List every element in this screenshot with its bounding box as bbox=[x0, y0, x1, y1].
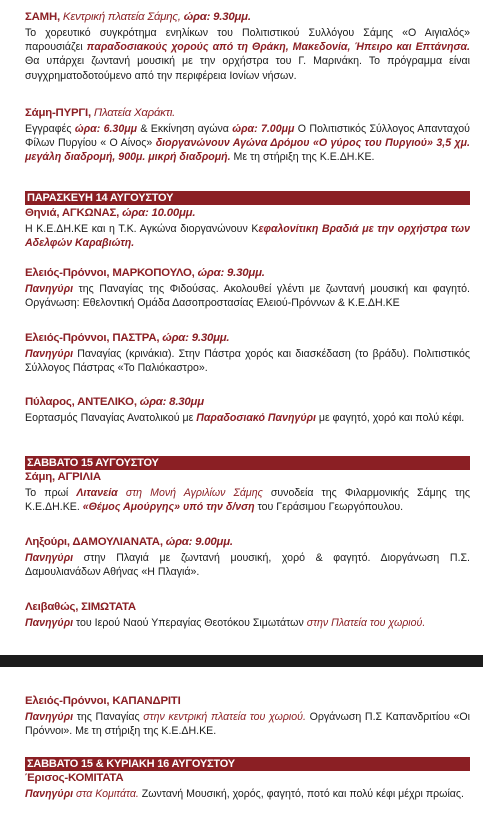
event-kapandriti bbox=[25, 694, 470, 738]
event-damoulianata bbox=[25, 535, 470, 579]
event-place: ΣΑΜΗ, bbox=[25, 11, 60, 23]
event-place: Ληξούρι, ΔΑΜΟΥΛΙΑΝΑΤΑ, bbox=[25, 536, 163, 548]
event-description: Πανηγύρι της Παναγίας της Φιδούσας. Ακολουθεί γλέντι με ζωντανή μουσική και φαγητό. Οργάνωση: Εθελοντική Ομάδα Δασοπροστασίας Ελειού-Πρόννων & Κ.Ε.ΔΗ.ΚΕ bbox=[25, 282, 470, 309]
event-heading bbox=[25, 10, 470, 26]
event-place: Έρισος-ΚΟΜΙΤΑΤΑ bbox=[25, 772, 124, 784]
event-heading bbox=[25, 266, 470, 282]
event-heading bbox=[25, 470, 470, 486]
event-simotata bbox=[25, 600, 470, 630]
event-description: Πανηγύρι του Ιερού Ναού Υπεραγίας Θεοτόκου Σιμωτάτων στην Πλατεία του χωριού. bbox=[25, 616, 426, 629]
event-time: ώρα: 8.30μμ bbox=[136, 396, 204, 408]
event-place: Ελειός-Πρόννοι, ΚΑΠΑΝΔΡΙΤΙ bbox=[25, 695, 181, 707]
event-samh bbox=[25, 10, 470, 83]
event-time: ώρα: 9.00μμ. bbox=[162, 536, 233, 548]
event-heading bbox=[25, 206, 470, 222]
event-time: ώρα: 9.30μμ. bbox=[159, 332, 230, 344]
date-bar-friday: ΠΑΡΑΣΚΕΥΗ 14 ΑΥΓΟΥΣΤΟΥ bbox=[25, 191, 470, 205]
event-description: Πανηγύρι της Παναγίας στην κεντρική πλατεία του χωριού. Οργάνωση Π.Σ Καπανδριτίου «Οι Πρόννοι». Με τη στήριξη της Κ.Ε.ΔΗ.ΚΕ. bbox=[25, 710, 471, 737]
event-time: ώρα: 10.00μμ. bbox=[119, 207, 196, 219]
event-pastra bbox=[25, 331, 470, 375]
event-pyrgi bbox=[25, 106, 470, 165]
event-place: Λειβαθώς, ΣΙΜΩΤΑΤΑ bbox=[25, 601, 136, 613]
event-markopoulo bbox=[25, 266, 470, 310]
event-description: Πανηγύρι Παναγίας (κρινάκια). Στην Πάστρα χορός και διασκέδαση (το βράδυ). Πολιτιστικός Σύλλογος Πάστρας «Το Παλιόκαστρο». bbox=[25, 347, 470, 374]
event-heading bbox=[25, 600, 470, 616]
event-anteliko bbox=[25, 395, 470, 425]
event-place: Σάμη-ΠΥΡΓΙ, bbox=[25, 107, 91, 119]
event-venue: Πλατεία Χαράκτι. bbox=[90, 107, 176, 119]
section-divider bbox=[0, 655, 483, 667]
event-time: ώρα: 9.30μμ. bbox=[194, 267, 265, 279]
event-venue: Κεντρική πλατεία Σάμης, bbox=[59, 11, 181, 23]
event-thinia bbox=[25, 206, 470, 250]
event-description: Εγγραφές ώρα: 6.30μμ & Εκκίνηση αγώνα ώρα: 7.00μμ Ο Πολιτιστικός Σύλλογος Απανταχού Φίλων Πυργίου « Ο Αίνος» διοργανώνουν Αγώνα Δρόμου «Ο γύρος του Πυργιού» 3,5 χμ. μεγάλη διαδρομή, 900μ. μικρή διαδρομή. Με τη στήριξη της Κ.Ε.ΔΗ.ΚΕ. bbox=[25, 122, 470, 164]
event-description: Πανηγύρι στα Κομιτάτα. Ζωντανή Μουσική, χορός, φαγητό, ποτό και πολύ κέφι μέχρι πρωίας. bbox=[25, 787, 464, 800]
event-place: Ελειός-Πρόννοι, ΜΑΡΚΟΠΟΥΛΟ, bbox=[25, 267, 195, 279]
event-komitata bbox=[25, 771, 470, 801]
event-time: ώρα: 9.30μμ. bbox=[180, 11, 251, 23]
event-description: Πανηγύρι στην Πλαγιά με ζωντανή μουσική, χορό & φαγητό. Διοργάνωση Π.Σ. Δαμουλιανάδων Αθήνας «Η Πλαγιά». bbox=[25, 551, 470, 578]
event-heading bbox=[25, 535, 470, 551]
event-place: Θηνιά, ΑΓΚΩΝΑΣ, bbox=[25, 207, 120, 219]
event-place: Σάμη, ΑΓΡΙΛΙΑ bbox=[25, 471, 101, 483]
event-heading bbox=[25, 395, 470, 411]
event-heading bbox=[25, 771, 470, 787]
event-description: Η Κ.Ε.ΔΗ.ΚΕ και η Τ.Κ. Αγκώνα διοργανώνουν Κεφαλονίτικη Βραδιά με την ορχήστρα των Αδελφών Καραβιώτη. bbox=[25, 222, 470, 249]
event-place: Πύλαρος, ΑΝΤΕΛΙΚΟ, bbox=[25, 396, 137, 408]
event-place: Ελειός-Πρόννοι, ΠΑΣΤΡΑ, bbox=[25, 332, 160, 344]
event-heading bbox=[25, 106, 470, 122]
event-heading bbox=[25, 694, 470, 710]
event-description: Εορτασμός Παναγίας Ανατολικού με Παραδοσιακό Πανηγύρι με φαγητό, χορό και πολύ κέφι. bbox=[25, 411, 465, 424]
event-description: Το πρωί Λιτανεία στη Μονή Αγριλίων Σάμης συνοδεία της Φιλαρμονικής Σάμης της Κ.Ε.ΔΗ.ΚΕ. «Θέμος Αμούργης» υπό την δ/νση του Γεράσιμου Γεωργόπουλου. bbox=[25, 486, 470, 513]
event-heading bbox=[25, 331, 470, 347]
date-bar-saturday: ΣΑΒΒΑΤΟ 15 ΑΥΓΟΥΣΤΟΥ bbox=[25, 456, 470, 470]
event-agrilia bbox=[25, 470, 470, 514]
date-bar-weekend: ΣΑΒΒΑΤΟ 15 & ΚΥΡΙΑΚΗ 16 ΑΥΓΟΥΣΤΟΥ bbox=[25, 757, 470, 771]
event-description: Το χορευτικό συγκρότημα ενηλίκων του Πολιτιστικού Συλλόγου Σάμης «Ο Αιγιαλός» παρουσιάζει παραδοσιακούς χορούς από τη Θράκη, Μακεδονία, Ήπειρο και Επτάνησα. Θα υπάρχει ζωντανή μουσική με την ορχήστρα του Γ. Μαρινάκη. Το πρόγραμμα είναι συγχρηματοδοτούμενο από την περιφέρεια Ιονίων νήσων. bbox=[25, 26, 471, 82]
